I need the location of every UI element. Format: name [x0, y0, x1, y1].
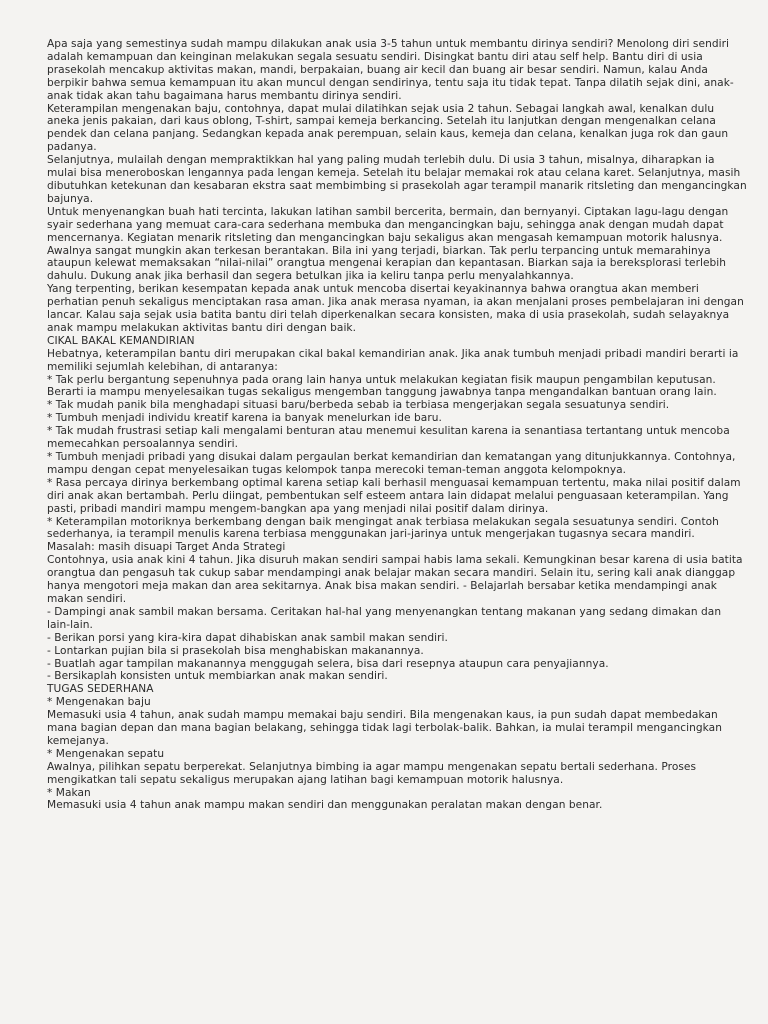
- paragraph-menyenangkan: Untuk menyenangkan buah hati tercinta, lakukan latihan sambil bercerita, bermain, dan bernyanyi. Ciptakan lagu-lagu dengan syair sederhana yang memuat cara-cara sederhana membuka dan mengancingkan baju, sehingga anak dengan mudah dapat mencernanya. Kegiatan menarik ritsleting dan mengancingkan baju sekaligus akan mengasah kemampuan motorik halusnya.: [47, 205, 729, 244]
- paragraph-terpenting: Yang terpenting, berikan kesempatan kepada anak untuk mencoba disertai keyakinannya bahwa orangtua akan memberi perhatian penuh sekaligus menciptakan rasa aman. Jika anak merasa nyaman, ia akan menjalani proses pembelajaran ini dengan lancar. Kalau saja sejak usia batita bantu diri telah diperkenalkan secara konsisten, maka di usia prasekolah, sudah selayaknya anak mampu melakukan aktivitas bantu diri dengan baik.: [47, 283, 744, 334]
- list-item: * Tak mudah frustrasi setiap kali mengalami benturan atau menemui kesulitan karena ia senantiasa tertantang untuk mencoba memecahkan persoalannya sendiri.: [47, 425, 730, 451]
- list-item: * Keterampilan motoriknya berkembang dengan baik mengingat anak terbiasa melakukan segala sesuatunya sendiri. Contoh sederhanya, ia terampil menulis karena terbiasa menggunakan jari-jarinya untuk mengerjakan tugasnya secara mandiri.: [47, 515, 719, 541]
- list-item: * Tumbuh menjadi pribadi yang disukai dalam pergaulan berkat kemandirian dan kematangan yang ditunjukkannya. Contohnya, mampu dengan cepat menyelesaikan tugas kelompok tanpa merecoki teman-teman anggota kelompoknya.: [47, 451, 736, 476]
- list-item: * Rasa percaya dirinya berkembang optimal karena setiap kali berhasil menguasai kemampuan tertentu, maka nilai positif dalam diri anak akan bertambah. Perlu diingat, pembentukan self esteem antara lain didapat melalui penguasaan keterampilan. Yang pasti, pribadi mandiri mampu mengem-bangkan apa yang menjadi nilai positif dalam dirinya.: [47, 476, 741, 515]
- paragraph-makan: Memasuki usia 4 tahun anak mampu makan sendiri dan menggunakan peralatan makan dengan benar.: [47, 799, 603, 812]
- subheading-mengenakan-sepatu: * Mengenakan sepatu: [47, 747, 165, 760]
- list-item: - Lontarkan pujian bila si prasekolah bisa menghabiskan makanannya.: [47, 644, 424, 657]
- document-body: [47, 38, 747, 812]
- subheading-mengenakan-baju: * Mengenakan baju: [47, 696, 151, 709]
- paragraph-berantakan: Awalnya sangat mungkin akan terkesan berantakan. Bila ini yang terjadi, biarkan. Tak perlu terpancing untuk memarahinya ataupun kelewat memaksakan “nilai-nilai” orangtua mengenai kerapian dan kepantasan. Biarkan saja ia bereksplorasi terlebih dahulu. Dukung anak jika berhasil dan segera betulkan jika ia keliru tanpa perlu menyalahkannya.: [47, 244, 727, 283]
- list-item: * Tumbuh menjadi individu kreatif karena ia banyak menelurkan ide baru.: [47, 412, 442, 425]
- list-item: - Bersikaplah konsisten untuk membiarkan anak makan sendiri.: [47, 670, 388, 683]
- paragraph-baju: Keterampilan mengenakan baju, contohnya, dapat mulai dilatihkan sejak usia 2 tahun. Sebagai langkah awal, kenalkan dulu aneka jenis pakaian, dari kaus oblong, T-shirt, sampai kemeja berkancing. Setelah itu lanjutkan dengan mengenalkan celana pendek dan celana panjang. Sedangkan kepada anak perempuan, selain kaus, kemeja dan celana, kenalkan juga rok dan gaun padanya.: [47, 102, 729, 154]
- section-heading-cikal-bakal: CIKAL BAKAL KEMANDIRIAN: [47, 334, 195, 347]
- list-item: - Berikan porsi yang kira-kira dapat dihabiskan anak sambil makan sendiri.: [47, 631, 448, 644]
- list-item: - Dampingi anak sambil makan bersama. Ceritakan hal-hal yang menyenangkan tentang makanan yang sedang dimakan dan lain-lain.: [47, 605, 722, 631]
- subheading-makan: * Makan: [47, 786, 91, 799]
- paragraph-praktik: Selanjutnya, mulailah dengan mempraktikkan hal yang paling mudah terlebih dulu. Di usia 3 tahun, misalnya, diharapkan ia mulai bisa meneroboskan lengannya pada lengan kemeja. Setelah itu belajar memakai rok atau celana karet. Selanjutnya, masih dibutuhkan ketekunan dan kesabaran ekstra saat membimbing si prasekolah agar terampil manarik ritsleting dan mengancingkan bajunya.: [47, 154, 747, 205]
- paragraph-contohnya: Contohnya, usia anak kini 4 tahun. Jika disuruh makan sendiri sampai habis lama sekali. Kemungkinan besar karena di usia batita orangtua dan pengasuh tak cukup sabar mendampingi anak belajar makan secara mandiri. Selain itu, sering kali anak dianggap hanya mengotori meja makan dan area sekitarnya. Anak bisa makan sendiri. - Belajarlah bersabar ketika mendampingi anak makan sendiri.: [47, 554, 743, 605]
- paragraph-mengenakan-sepatu: Awalnya, pilihkan sepatu berperekat. Selanjutnya bimbing ia agar mampu mengenakan sepatu bertali sederhana. Proses mengikatkan tali sepatu sekaligus merupakan ajang latihan bagi kemampuan motorik halusnya.: [47, 760, 697, 786]
- paragraph-mengenakan-baju: Memasuki usia 4 tahun, anak sudah mampu memakai baju sendiri. Bila mengenakan kaus, ia pun sudah dapat membedakan mana bagian depan dan mana bagian belakang, sehingga tidak lagi terbolak-balik. Bahkan, ia mulai terampil mengancingkan kemejanya.: [47, 709, 722, 747]
- section-heading-masalah: Masalah: masih disuapi Target Anda Strategi: [47, 541, 286, 554]
- list-item: * Tak perlu bergantung sepenuhnya pada orang lain hanya untuk melakukan kegiatan fisik maupun pengambilan keputusan. Berarti ia mampu menyelesaikan tugas sekaligus mengemban tanggung jawabnya tanpa mengandalkan bantuan orang lain.: [47, 373, 717, 399]
- paragraph-hebatnya: Hebatnya, keterampilan bantu diri merupakan cikal bakal kemandirian anak. Jika anak tumbuh menjadi pribadi mandiri berarti ia memiliki sejumlah kelebihan, di antaranya:: [47, 347, 739, 373]
- section-heading-tugas-sederhana: TUGAS SEDERHANA: [47, 683, 154, 696]
- list-item: - Buatlah agar tampilan makanannya menggugah selera, bisa dari resepnya ataupun cara penyajiannya.: [47, 657, 609, 670]
- paragraph-intro: Apa saja yang semestinya sudah mampu dilakukan anak usia 3-5 tahun untuk membantu dirinya sendiri? Menolong diri sendiri adalah kemampuan dan keinginan melakukan segala sesuatu sendiri. Disingkat bantu diri atau self help. Bantu diri di usia prasekolah mencakup aktivitas makan, mandi, berpakaian, buang air kecil dan buang air besar sendiri. Namun, kalau Anda berpikir bahwa semua kemampuan itu akan muncul dengan sendirinya, tentu saja itu tidak tepat. Tanpa dilatih sejak dini, anak-anak tidak akan tahu bagaimana harus membantu dirinya sendiri.: [47, 38, 734, 102]
- list-item: * Tak mudah panik bila menghadapi situasi baru/berbeda sebab ia terbiasa mengerjakan segala sesuatunya sendiri.: [47, 399, 670, 412]
